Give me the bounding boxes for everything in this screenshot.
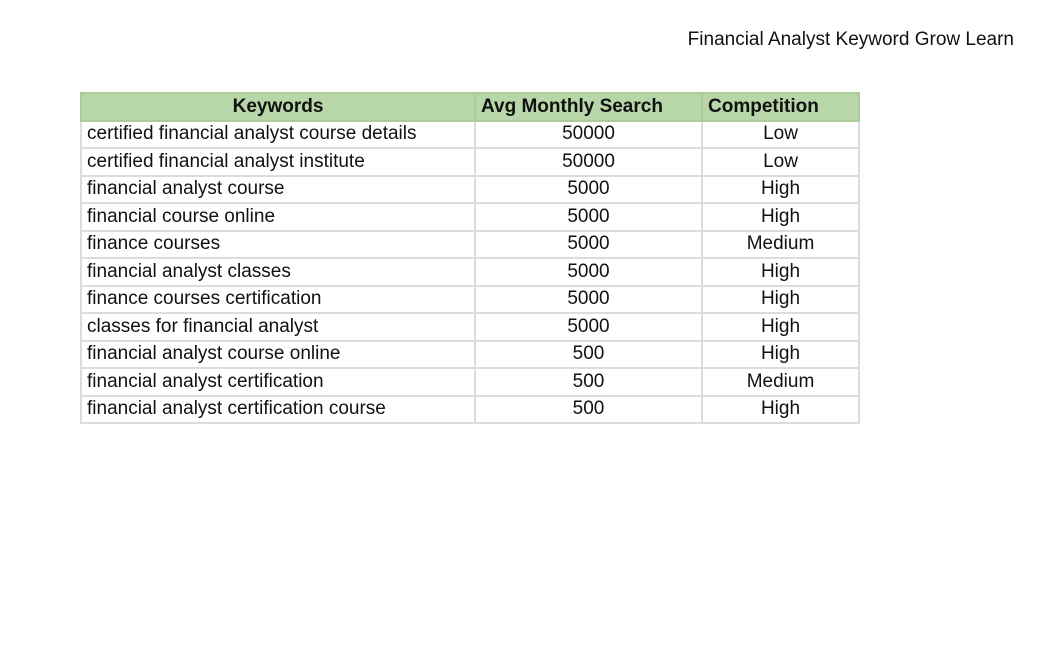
cell-keyword: financial course online	[81, 203, 475, 231]
cell-keyword: classes for financial analyst	[81, 313, 475, 341]
cell-avg-monthly-search: 5000	[475, 313, 702, 341]
cell-competition: High	[702, 203, 859, 231]
table-row	[81, 203, 859, 231]
cell-keyword: certified financial analyst course details	[81, 121, 475, 149]
table-row	[81, 396, 859, 424]
keyword-table-container	[80, 92, 860, 424]
table-row	[81, 231, 859, 259]
table-row	[81, 258, 859, 286]
table-row	[81, 148, 859, 176]
cell-avg-monthly-search: 5000	[475, 176, 702, 204]
cell-avg-monthly-search: 500	[475, 396, 702, 424]
cell-keyword: financial analyst classes	[81, 258, 475, 286]
keyword-table	[80, 92, 860, 424]
cell-competition: Low	[702, 148, 859, 176]
table-row	[81, 341, 859, 369]
cell-avg-monthly-search: 5000	[475, 203, 702, 231]
cell-competition: High	[702, 313, 859, 341]
cell-competition: Medium	[702, 368, 859, 396]
cell-avg-monthly-search: 500	[475, 341, 702, 369]
cell-competition: Medium	[702, 231, 859, 259]
document-title: Financial Analyst Keyword Grow Learn	[687, 29, 1014, 50]
table-row	[81, 176, 859, 204]
table-row	[81, 121, 859, 149]
table-row	[81, 286, 859, 314]
cell-keyword: finance courses	[81, 231, 475, 259]
cell-keyword: financial analyst certification	[81, 368, 475, 396]
cell-avg-monthly-search: 5000	[475, 231, 702, 259]
cell-avg-monthly-search: 500	[475, 368, 702, 396]
cell-keyword: finance courses certification	[81, 286, 475, 314]
header-avg-monthly-search: Avg Monthly Search	[475, 93, 702, 121]
cell-competition: High	[702, 176, 859, 204]
cell-avg-monthly-search: 5000	[475, 286, 702, 314]
cell-competition: Low	[702, 121, 859, 149]
table-row	[81, 368, 859, 396]
cell-keyword: financial analyst certification course	[81, 396, 475, 424]
cell-competition: High	[702, 286, 859, 314]
table-body	[81, 121, 859, 424]
cell-avg-monthly-search: 50000	[475, 148, 702, 176]
header-keywords: Keywords	[81, 93, 475, 121]
cell-competition: High	[702, 258, 859, 286]
table-header-row	[81, 93, 859, 121]
table-row	[81, 313, 859, 341]
cell-keyword: financial analyst course	[81, 176, 475, 204]
cell-avg-monthly-search: 50000	[475, 121, 702, 149]
cell-competition: High	[702, 341, 859, 369]
header-competition: Competition	[702, 93, 859, 121]
cell-competition: High	[702, 396, 859, 424]
cell-avg-monthly-search: 5000	[475, 258, 702, 286]
cell-keyword: certified financial analyst institute	[81, 148, 475, 176]
cell-keyword: financial analyst course online	[81, 341, 475, 369]
